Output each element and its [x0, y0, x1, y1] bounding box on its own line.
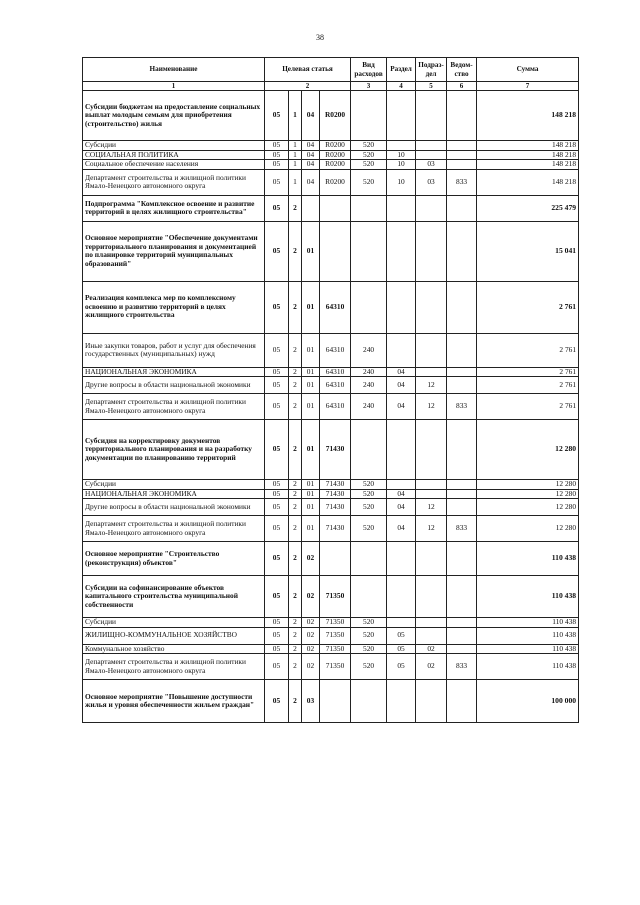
target-program-code: 05 [265, 160, 289, 170]
subsection-code [416, 680, 447, 723]
target-direction-code: 64310 [320, 394, 351, 420]
target-event-code: 01 [302, 221, 320, 281]
target-subprogram-code: 2 [289, 480, 302, 490]
section-code: 05 [387, 644, 416, 654]
expense-type-code [351, 281, 387, 333]
table-row [83, 480, 579, 490]
column-number: 1 [83, 82, 265, 91]
subsection-code [416, 281, 447, 333]
target-event-code: 01 [302, 516, 320, 542]
table-body [83, 91, 579, 723]
target-program-code: 05 [265, 542, 289, 576]
target-subprogram-code: 1 [289, 91, 302, 141]
target-direction-code [320, 195, 351, 221]
target-direction-code [320, 221, 351, 281]
target-direction-code: R0200 [320, 91, 351, 141]
target-program-code: 05 [265, 394, 289, 420]
target-subprogram-code: 2 [289, 489, 302, 499]
department-code [447, 644, 477, 654]
section-code: 04 [387, 489, 416, 499]
row-sum: 2 761 [477, 367, 579, 377]
row-sum: 2 761 [477, 333, 579, 367]
row-sum: 12 280 [477, 420, 579, 480]
subsection-code [416, 333, 447, 367]
row-sum: 12 280 [477, 480, 579, 490]
target-subprogram-code: 2 [289, 221, 302, 281]
row-sum: 148 218 [477, 91, 579, 141]
department-code [447, 377, 477, 394]
department-code [447, 150, 477, 160]
column-number: 2 [265, 82, 351, 91]
header-section: Раздел [387, 58, 416, 82]
target-subprogram-code: 2 [289, 394, 302, 420]
target-direction-code: 64310 [320, 333, 351, 367]
target-program-code: 05 [265, 141, 289, 151]
section-code [387, 333, 416, 367]
section-code: 04 [387, 394, 416, 420]
table-row [83, 680, 579, 723]
row-name: Реализация комплекса мер по комплексному освоению и развитию территорий в целях жилищного строительства [83, 281, 265, 333]
department-code [447, 91, 477, 141]
row-name: Субсидии [83, 141, 265, 151]
target-subprogram-code: 2 [289, 542, 302, 576]
section-code: 10 [387, 160, 416, 170]
table-row [83, 377, 579, 394]
section-code: 04 [387, 499, 416, 516]
table-row [83, 195, 579, 221]
expense-type-code: 240 [351, 367, 387, 377]
target-program-code: 05 [265, 333, 289, 367]
department-code [447, 542, 477, 576]
target-program-code: 05 [265, 576, 289, 618]
table-row [83, 654, 579, 680]
target-subprogram-code: 1 [289, 169, 302, 195]
target-direction-code [320, 680, 351, 723]
table-row [83, 499, 579, 516]
subsection-code: 12 [416, 394, 447, 420]
expense-type-code [351, 195, 387, 221]
section-code [387, 141, 416, 151]
target-event-code: 01 [302, 377, 320, 394]
department-code [447, 195, 477, 221]
department-code: 833 [447, 394, 477, 420]
target-event-code: 04 [302, 91, 320, 141]
target-subprogram-code: 2 [289, 367, 302, 377]
expense-type-code [351, 221, 387, 281]
row-name: Другие вопросы в области национальной экономики [83, 377, 265, 394]
table-row [83, 420, 579, 480]
target-event-code: 04 [302, 141, 320, 151]
row-name: Субсидии бюджетам на предоставление социальных выплат молодым семьям для приобретения (строительство) жилья [83, 91, 265, 141]
section-code [387, 91, 416, 141]
target-event-code: 01 [302, 367, 320, 377]
subsection-code [416, 489, 447, 499]
target-program-code: 05 [265, 195, 289, 221]
target-direction-code: 71350 [320, 654, 351, 680]
target-event-code: 02 [302, 627, 320, 644]
row-name: Субсидии [83, 480, 265, 490]
section-code [387, 281, 416, 333]
department-code [447, 160, 477, 170]
table-row [83, 627, 579, 644]
expense-type-code [351, 680, 387, 723]
target-subprogram-code: 2 [289, 627, 302, 644]
header-subsection: Подраз-дел [416, 58, 447, 82]
target-direction-code: 71430 [320, 480, 351, 490]
subsection-code [416, 480, 447, 490]
target-program-code: 05 [265, 489, 289, 499]
expense-type-code [351, 91, 387, 141]
expense-type-code: 520 [351, 618, 387, 628]
row-sum: 110 438 [477, 618, 579, 628]
target-direction-code: 71350 [320, 627, 351, 644]
column-number: 5 [416, 82, 447, 91]
row-name: ЖИЛИЩНО-КОММУНАЛЬНОЕ ХОЗЯЙСТВО [83, 627, 265, 644]
row-name: Департамент строительства и жилищной политики Ямало-Ненецкого автономного округа [83, 654, 265, 680]
subsection-code [416, 141, 447, 151]
target-event-code: 02 [302, 644, 320, 654]
target-subprogram-code: 2 [289, 333, 302, 367]
row-name: Субсидия на корректировку документов территориального планирования и на разработку документации по планированию территорий [83, 420, 265, 480]
department-code [447, 489, 477, 499]
subsection-code [416, 150, 447, 160]
target-direction-code: 71430 [320, 516, 351, 542]
section-code [387, 576, 416, 618]
row-name: Подпрограмма "Комплексное освоение и развитие территорий в целях жилищного строительства" [83, 195, 265, 221]
table-row [83, 516, 579, 542]
subsection-code: 03 [416, 169, 447, 195]
row-sum: 100 000 [477, 680, 579, 723]
section-code: 04 [387, 377, 416, 394]
target-event-code: 04 [302, 169, 320, 195]
subsection-code: 12 [416, 499, 447, 516]
department-code [447, 680, 477, 723]
expense-type-code: 520 [351, 644, 387, 654]
target-direction-code: 71430 [320, 420, 351, 480]
section-code [387, 542, 416, 576]
target-event-code: 01 [302, 420, 320, 480]
expense-type-code: 520 [351, 480, 387, 490]
row-name: Другие вопросы в области национальной экономики [83, 499, 265, 516]
expense-type-code: 240 [351, 333, 387, 367]
target-subprogram-code: 2 [289, 576, 302, 618]
target-event-code: 02 [302, 618, 320, 628]
expense-type-code: 520 [351, 169, 387, 195]
row-name: НАЦИОНАЛЬНАЯ ЭКОНОМИКА [83, 367, 265, 377]
table-row [83, 160, 579, 170]
expense-type-code: 520 [351, 489, 387, 499]
column-number: 4 [387, 82, 416, 91]
department-code [447, 141, 477, 151]
target-program-code: 05 [265, 367, 289, 377]
row-sum: 148 218 [477, 150, 579, 160]
target-program-code: 05 [265, 618, 289, 628]
table-row [83, 367, 579, 377]
expense-type-code: 520 [351, 160, 387, 170]
header-name: Наименование [83, 58, 265, 82]
target-event-code: 03 [302, 680, 320, 723]
target-program-code: 05 [265, 221, 289, 281]
row-sum: 110 438 [477, 654, 579, 680]
target-event-code: 04 [302, 160, 320, 170]
target-event-code: 02 [302, 542, 320, 576]
section-code: 04 [387, 516, 416, 542]
row-sum: 12 280 [477, 489, 579, 499]
target-event-code: 04 [302, 150, 320, 160]
target-event-code: 01 [302, 333, 320, 367]
target-direction-code: 71430 [320, 499, 351, 516]
target-program-code: 05 [265, 654, 289, 680]
target-subprogram-code: 1 [289, 150, 302, 160]
row-name: Основное мероприятие "Повышение доступности жилья и уровня обеспеченности жильем граждан" [83, 680, 265, 723]
row-sum: 15 041 [477, 221, 579, 281]
section-code: 05 [387, 627, 416, 644]
row-sum: 12 280 [477, 499, 579, 516]
subsection-code [416, 91, 447, 141]
target-event-code [302, 195, 320, 221]
target-direction-code: 64310 [320, 367, 351, 377]
subsection-code [416, 420, 447, 480]
subsection-code: 12 [416, 377, 447, 394]
target-subprogram-code: 2 [289, 499, 302, 516]
target-program-code: 05 [265, 499, 289, 516]
table-row [83, 489, 579, 499]
target-direction-code: 71350 [320, 618, 351, 628]
expense-type-code: 240 [351, 377, 387, 394]
target-subprogram-code: 2 [289, 618, 302, 628]
table-row [83, 281, 579, 333]
section-code [387, 420, 416, 480]
row-name: Департамент строительства и жилищной политики Ямало-Ненецкого автономного округа [83, 169, 265, 195]
section-code: 04 [387, 367, 416, 377]
row-sum: 148 218 [477, 169, 579, 195]
table-row [83, 221, 579, 281]
row-sum: 12 280 [477, 516, 579, 542]
row-sum: 2 761 [477, 377, 579, 394]
subsection-code [416, 576, 447, 618]
department-code: 833 [447, 516, 477, 542]
department-code [447, 576, 477, 618]
target-program-code: 05 [265, 420, 289, 480]
target-subprogram-code: 2 [289, 281, 302, 333]
target-direction-code: R0200 [320, 160, 351, 170]
expense-type-code: 240 [351, 394, 387, 420]
header-sum: Сумма [477, 58, 579, 82]
subsection-code [416, 542, 447, 576]
table-row [83, 141, 579, 151]
subsection-code: 02 [416, 654, 447, 680]
target-subprogram-code: 2 [289, 377, 302, 394]
expense-type-code: 520 [351, 499, 387, 516]
expense-type-code: 520 [351, 654, 387, 680]
target-subprogram-code: 1 [289, 141, 302, 151]
subsection-code [416, 618, 447, 628]
table-row [83, 91, 579, 141]
target-direction-code: R0200 [320, 169, 351, 195]
section-code [387, 618, 416, 628]
header-department: Ведом-ство [447, 58, 477, 82]
target-direction-code: 71350 [320, 576, 351, 618]
row-sum: 110 438 [477, 644, 579, 654]
section-code: 10 [387, 169, 416, 195]
row-name: Субсидии [83, 618, 265, 628]
expense-type-code [351, 576, 387, 618]
column-number: 6 [447, 82, 477, 91]
expense-type-code [351, 542, 387, 576]
subsection-code: 03 [416, 160, 447, 170]
table-row [83, 150, 579, 160]
table-row [83, 542, 579, 576]
subsection-code [416, 627, 447, 644]
target-program-code: 05 [265, 516, 289, 542]
target-subprogram-code: 2 [289, 654, 302, 680]
target-direction-code: 71350 [320, 644, 351, 654]
expense-type-code: 520 [351, 516, 387, 542]
target-direction-code: 64310 [320, 281, 351, 333]
department-code [447, 618, 477, 628]
row-sum: 110 438 [477, 542, 579, 576]
target-program-code: 05 [265, 150, 289, 160]
target-event-code: 02 [302, 576, 320, 618]
target-direction-code [320, 542, 351, 576]
department-code [447, 333, 477, 367]
target-program-code: 05 [265, 281, 289, 333]
header-expense-type: Вид расходов [351, 58, 387, 82]
section-code [387, 480, 416, 490]
target-subprogram-code: 2 [289, 195, 302, 221]
row-name: Субсидии на софинансирование объектов капитального строительства муниципальной собственности [83, 576, 265, 618]
expense-type-code: 520 [351, 150, 387, 160]
table-row [83, 644, 579, 654]
subsection-code: 12 [416, 516, 447, 542]
subsection-code [416, 221, 447, 281]
department-code [447, 480, 477, 490]
target-program-code: 05 [265, 644, 289, 654]
row-sum: 110 438 [477, 627, 579, 644]
department-code [447, 281, 477, 333]
row-sum: 148 218 [477, 141, 579, 151]
section-code [387, 195, 416, 221]
row-name: Иные закупки товаров, работ и услуг для обеспечения государственных (муниципальных) нужд [83, 333, 265, 367]
target-event-code: 01 [302, 489, 320, 499]
target-program-code: 05 [265, 169, 289, 195]
row-name: СОЦИАЛЬНАЯ ПОЛИТИКА [83, 150, 265, 160]
expense-type-code [351, 420, 387, 480]
section-code [387, 680, 416, 723]
target-subprogram-code: 2 [289, 644, 302, 654]
target-event-code: 01 [302, 281, 320, 333]
department-code [447, 221, 477, 281]
target-program-code: 05 [265, 377, 289, 394]
row-sum: 148 218 [477, 160, 579, 170]
column-number: 3 [351, 82, 387, 91]
target-subprogram-code: 2 [289, 420, 302, 480]
column-number: 7 [477, 82, 579, 91]
section-code [387, 221, 416, 281]
row-name: Департамент строительства и жилищной политики Ямало-Ненецкого автономного округа [83, 394, 265, 420]
header-target-article: Целевая статья [265, 58, 351, 82]
target-direction-code: 64310 [320, 377, 351, 394]
department-code [447, 499, 477, 516]
target-program-code: 05 [265, 91, 289, 141]
table-row [83, 169, 579, 195]
row-name: Департамент строительства и жилищной политики Ямало-Ненецкого автономного округа [83, 516, 265, 542]
target-direction-code: 71430 [320, 489, 351, 499]
table-row [83, 394, 579, 420]
target-program-code: 05 [265, 680, 289, 723]
table-row [83, 333, 579, 367]
row-name: Основное мероприятие "Обеспечение документами территориального планирования и документацией по планировке территорий муниципальных образований" [83, 221, 265, 281]
page-number: 38 [316, 33, 324, 42]
department-code: 833 [447, 169, 477, 195]
expense-type-code: 520 [351, 141, 387, 151]
target-event-code: 01 [302, 394, 320, 420]
target-program-code: 05 [265, 627, 289, 644]
row-sum: 110 438 [477, 576, 579, 618]
row-name: Коммунальное хозяйство [83, 644, 265, 654]
subsection-code [416, 367, 447, 377]
row-sum: 2 761 [477, 281, 579, 333]
target-direction-code: R0200 [320, 141, 351, 151]
department-code: 833 [447, 654, 477, 680]
subsection-code: 02 [416, 644, 447, 654]
budget-table [82, 57, 579, 723]
section-code: 05 [387, 654, 416, 680]
row-name: Основное мероприятие "Строительство (реконструкция) объектов" [83, 542, 265, 576]
target-subprogram-code: 2 [289, 680, 302, 723]
table-row [83, 576, 579, 618]
target-subprogram-code: 2 [289, 516, 302, 542]
subsection-code [416, 195, 447, 221]
target-direction-code: R0200 [320, 150, 351, 160]
table-row [83, 618, 579, 628]
row-name: Социальное обеспечение населения [83, 160, 265, 170]
department-code [447, 420, 477, 480]
target-program-code: 05 [265, 480, 289, 490]
department-code [447, 367, 477, 377]
section-code: 10 [387, 150, 416, 160]
target-event-code: 02 [302, 654, 320, 680]
department-code [447, 627, 477, 644]
target-event-code: 01 [302, 499, 320, 516]
expense-type-code: 520 [351, 627, 387, 644]
row-name: НАЦИОНАЛЬНАЯ ЭКОНОМИКА [83, 489, 265, 499]
target-event-code: 01 [302, 480, 320, 490]
row-sum: 2 761 [477, 394, 579, 420]
row-sum: 225 479 [477, 195, 579, 221]
target-subprogram-code: 1 [289, 160, 302, 170]
